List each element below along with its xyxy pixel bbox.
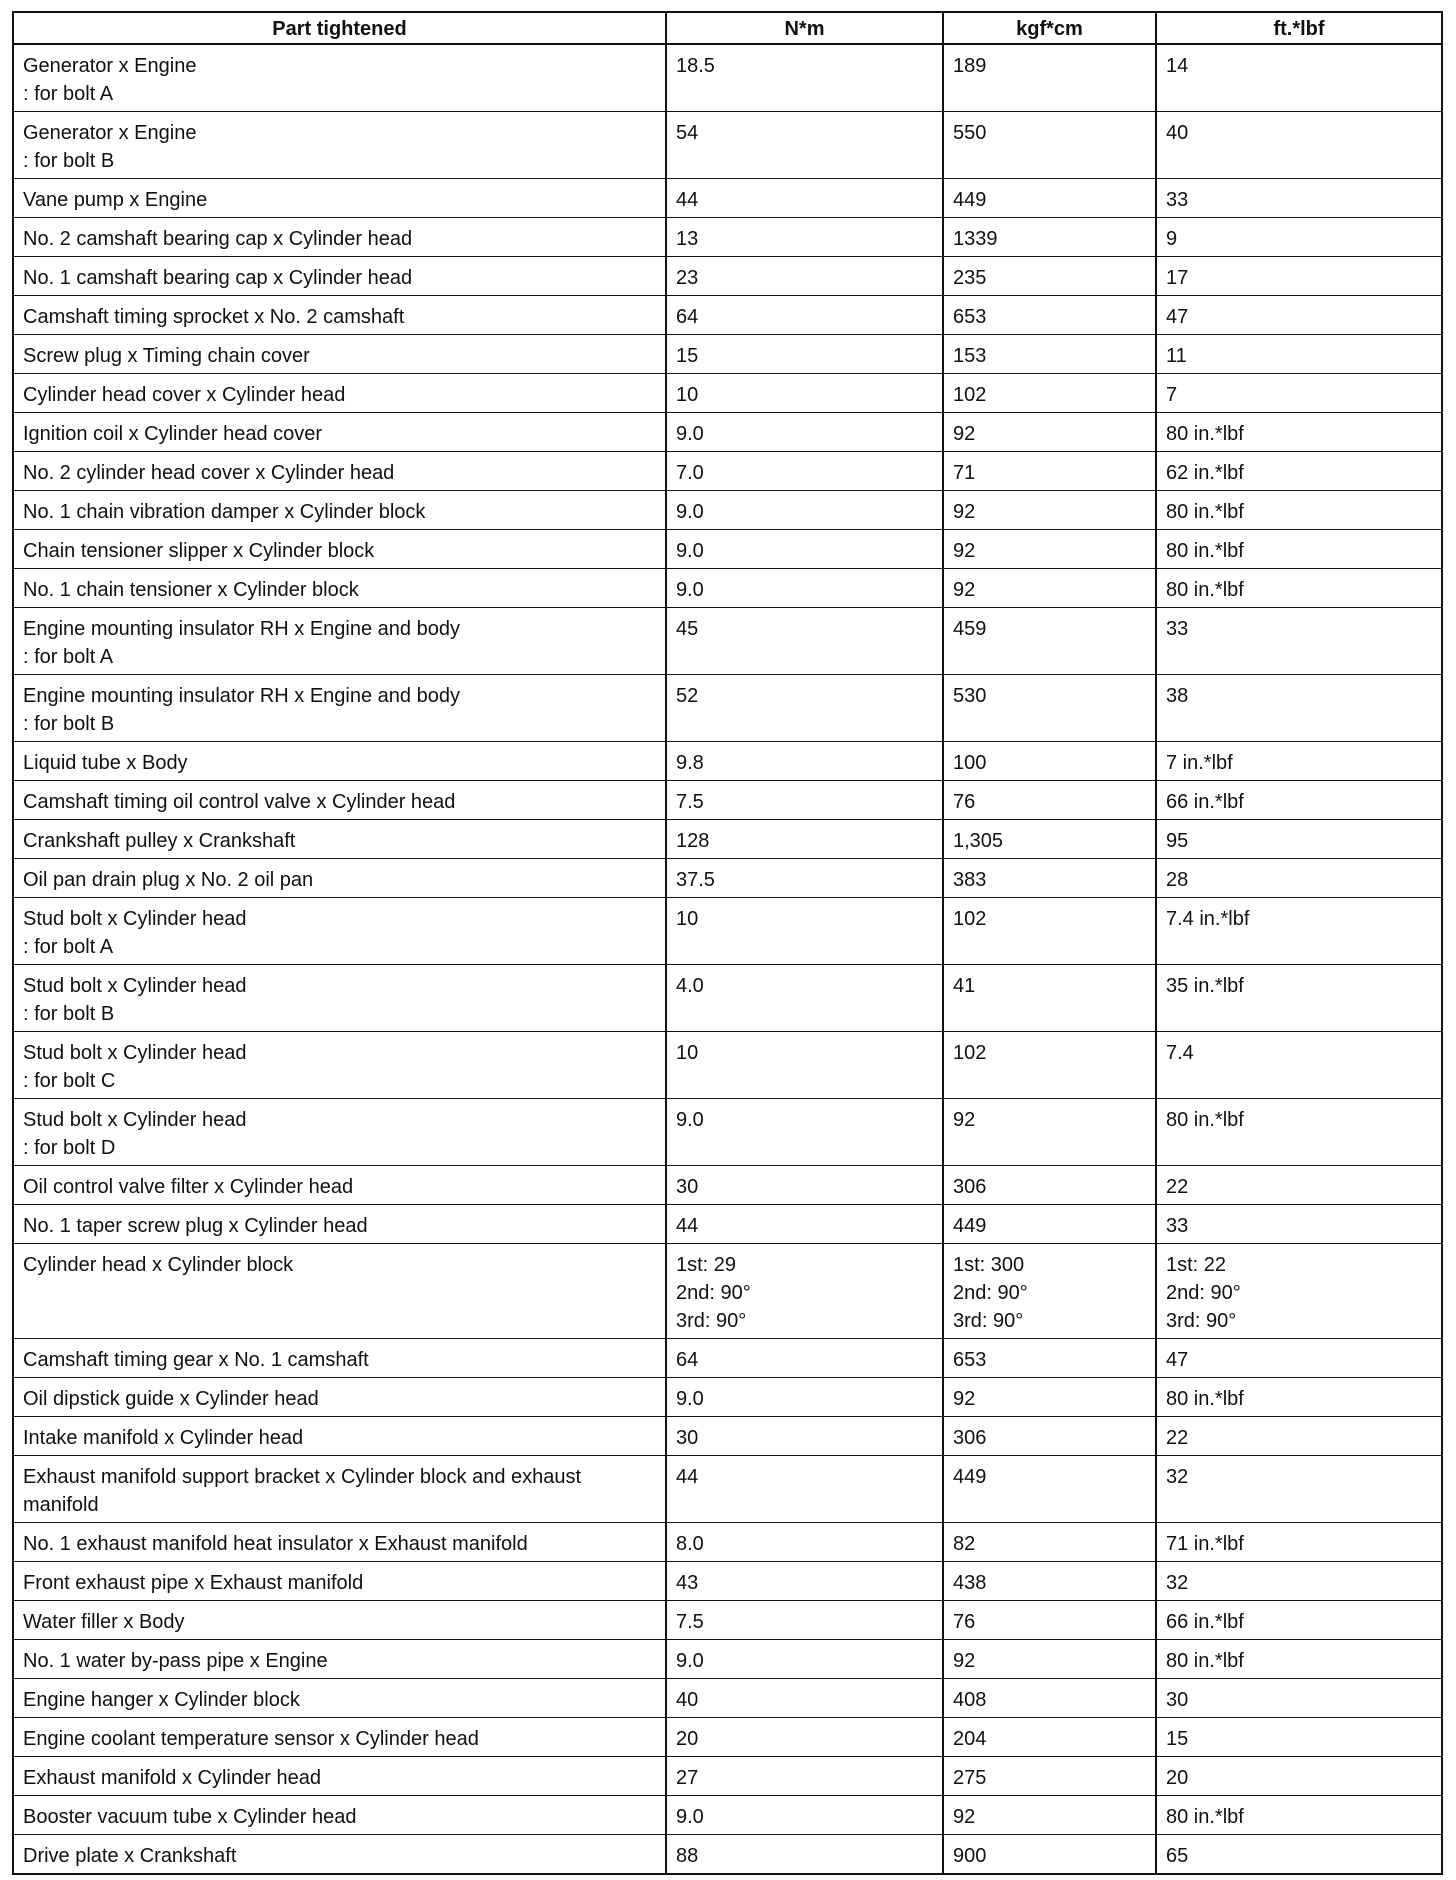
cell-part-tightened: Cylinder head cover x Cylinder head (13, 374, 666, 413)
cell-part-tightened: Screw plug x Timing chain cover (13, 335, 666, 374)
cell-part-tightened: Stud bolt x Cylinder head : for bolt C (13, 1032, 666, 1099)
cell-torque-kgfcm: 900 (943, 1835, 1156, 1875)
cell-torque-nm: 37.5 (666, 859, 943, 898)
cell-torque-nm: 9.0 (666, 569, 943, 608)
cell-part-tightened: No. 1 chain tensioner x Cylinder block (13, 569, 666, 608)
table-row (13, 413, 1442, 452)
cell-torque-ftlbf: 66 in.*lbf (1156, 1601, 1442, 1640)
cell-torque-nm: 9.8 (666, 742, 943, 781)
cell-torque-ftlbf: 38 (1156, 675, 1442, 742)
cell-torque-kgfcm: 153 (943, 335, 1156, 374)
cell-torque-kgfcm: 1,305 (943, 820, 1156, 859)
cell-part-tightened: Chain tensioner slipper x Cylinder block (13, 530, 666, 569)
cell-torque-nm: 30 (666, 1417, 943, 1456)
cell-part-tightened: Camshaft timing gear x No. 1 camshaft (13, 1339, 666, 1378)
cell-torque-ftlbf: 1st: 22 2nd: 90° 3rd: 90° (1156, 1244, 1442, 1339)
cell-torque-ftlbf: 7.4 in.*lbf (1156, 898, 1442, 965)
cell-part-tightened: Engine mounting insulator RH x Engine and body : for bolt B (13, 675, 666, 742)
cell-torque-kgfcm: 306 (943, 1166, 1156, 1205)
table-row (13, 1835, 1442, 1875)
column-header-ft: ft.*lbf (1156, 12, 1442, 44)
cell-torque-kgfcm: 653 (943, 296, 1156, 335)
cell-torque-nm: 7.5 (666, 1601, 943, 1640)
cell-torque-nm: 7.0 (666, 452, 943, 491)
cell-torque-ftlbf: 7 in.*lbf (1156, 742, 1442, 781)
cell-torque-kgfcm: 71 (943, 452, 1156, 491)
cell-torque-nm: 7.5 (666, 781, 943, 820)
table-header-row (13, 12, 1442, 44)
cell-torque-nm: 18.5 (666, 44, 943, 112)
cell-torque-nm: 9.0 (666, 491, 943, 530)
torque-specification-table (12, 11, 1443, 1875)
cell-torque-kgfcm: 204 (943, 1718, 1156, 1757)
cell-torque-kgfcm: 92 (943, 569, 1156, 608)
cell-torque-ftlbf: 80 in.*lbf (1156, 1378, 1442, 1417)
cell-part-tightened: No. 1 water by-pass pipe x Engine (13, 1640, 666, 1679)
cell-torque-nm: 40 (666, 1679, 943, 1718)
cell-torque-kgfcm: 653 (943, 1339, 1156, 1378)
cell-part-tightened: Camshaft timing sprocket x No. 2 camshaft (13, 296, 666, 335)
cell-torque-ftlbf: 22 (1156, 1417, 1442, 1456)
table-row (13, 1562, 1442, 1601)
table-row (13, 179, 1442, 218)
cell-torque-ftlbf: 80 in.*lbf (1156, 1099, 1442, 1166)
table-row (13, 675, 1442, 742)
cell-torque-nm: 44 (666, 1205, 943, 1244)
cell-torque-kgfcm: 82 (943, 1523, 1156, 1562)
cell-part-tightened: Booster vacuum tube x Cylinder head (13, 1796, 666, 1835)
table-row (13, 452, 1442, 491)
cell-torque-nm: 10 (666, 1032, 943, 1099)
cell-torque-ftlbf: 71 in.*lbf (1156, 1523, 1442, 1562)
table-row (13, 44, 1442, 112)
cell-torque-kgfcm: 76 (943, 781, 1156, 820)
cell-part-tightened: Ignition coil x Cylinder head cover (13, 413, 666, 452)
cell-torque-ftlbf: 80 in.*lbf (1156, 1796, 1442, 1835)
cell-torque-kgfcm: 102 (943, 374, 1156, 413)
cell-part-tightened: Cylinder head x Cylinder block (13, 1244, 666, 1339)
cell-torque-nm: 27 (666, 1757, 943, 1796)
column-header-part: Part tightened (13, 12, 666, 44)
cell-part-tightened: Engine hanger x Cylinder block (13, 1679, 666, 1718)
cell-torque-ftlbf: 11 (1156, 335, 1442, 374)
cell-torque-nm: 9.0 (666, 1796, 943, 1835)
column-header-nm: N*m (666, 12, 943, 44)
cell-torque-kgfcm: 438 (943, 1562, 1156, 1601)
table-row (13, 1718, 1442, 1757)
table-row (13, 1757, 1442, 1796)
cell-torque-nm: 43 (666, 1562, 943, 1601)
cell-torque-ftlbf: 80 in.*lbf (1156, 1640, 1442, 1679)
table-row (13, 608, 1442, 675)
torque-spec-sheet (12, 11, 1441, 1875)
table-row (13, 569, 1442, 608)
cell-torque-kgfcm: 1st: 300 2nd: 90° 3rd: 90° (943, 1244, 1156, 1339)
cell-part-tightened: Front exhaust pipe x Exhaust manifold (13, 1562, 666, 1601)
cell-torque-nm: 20 (666, 1718, 943, 1757)
cell-torque-nm: 1st: 29 2nd: 90° 3rd: 90° (666, 1244, 943, 1339)
cell-part-tightened: Drive plate x Crankshaft (13, 1835, 666, 1875)
cell-part-tightened: Oil control valve filter x Cylinder head (13, 1166, 666, 1205)
cell-torque-nm: 64 (666, 1339, 943, 1378)
cell-torque-ftlbf: 14 (1156, 44, 1442, 112)
table-row (13, 859, 1442, 898)
cell-torque-nm: 30 (666, 1166, 943, 1205)
cell-torque-kgfcm: 235 (943, 257, 1156, 296)
cell-torque-ftlbf: 33 (1156, 179, 1442, 218)
table-row (13, 218, 1442, 257)
cell-torque-kgfcm: 408 (943, 1679, 1156, 1718)
cell-part-tightened: Liquid tube x Body (13, 742, 666, 781)
cell-torque-nm: 9.0 (666, 1378, 943, 1417)
cell-part-tightened: No. 1 exhaust manifold heat insulator x Exhaust manifold (13, 1523, 666, 1562)
table-row (13, 1796, 1442, 1835)
table-row (13, 1417, 1442, 1456)
cell-torque-ftlbf: 80 in.*lbf (1156, 491, 1442, 530)
cell-torque-kgfcm: 459 (943, 608, 1156, 675)
cell-part-tightened: Crankshaft pulley x Crankshaft (13, 820, 666, 859)
table-row (13, 112, 1442, 179)
cell-torque-nm: 45 (666, 608, 943, 675)
cell-torque-ftlbf: 80 in.*lbf (1156, 413, 1442, 452)
cell-torque-nm: 9.0 (666, 1640, 943, 1679)
cell-torque-nm: 13 (666, 218, 943, 257)
cell-torque-ftlbf: 40 (1156, 112, 1442, 179)
table-row (13, 1679, 1442, 1718)
cell-torque-nm: 44 (666, 1456, 943, 1523)
table-row (13, 965, 1442, 1032)
cell-torque-kgfcm: 1339 (943, 218, 1156, 257)
cell-torque-ftlbf: 7 (1156, 374, 1442, 413)
cell-torque-ftlbf: 32 (1156, 1562, 1442, 1601)
cell-part-tightened: Stud bolt x Cylinder head : for bolt A (13, 898, 666, 965)
column-header-kgf: kgf*cm (943, 12, 1156, 44)
table-row (13, 1032, 1442, 1099)
cell-torque-kgfcm: 76 (943, 1601, 1156, 1640)
table-row (13, 1244, 1442, 1339)
table-row (13, 1099, 1442, 1166)
cell-torque-ftlbf: 28 (1156, 859, 1442, 898)
table-row (13, 1523, 1442, 1562)
cell-torque-nm: 23 (666, 257, 943, 296)
table-row (13, 742, 1442, 781)
cell-part-tightened: Stud bolt x Cylinder head : for bolt D (13, 1099, 666, 1166)
table-row (13, 898, 1442, 965)
cell-torque-kgfcm: 92 (943, 491, 1156, 530)
cell-torque-ftlbf: 80 in.*lbf (1156, 569, 1442, 608)
table-row (13, 1456, 1442, 1523)
cell-torque-ftlbf: 65 (1156, 1835, 1442, 1875)
cell-torque-kgfcm: 92 (943, 1099, 1156, 1166)
cell-torque-kgfcm: 92 (943, 1378, 1156, 1417)
cell-torque-nm: 4.0 (666, 965, 943, 1032)
cell-torque-ftlbf: 7.4 (1156, 1032, 1442, 1099)
cell-torque-ftlbf: 20 (1156, 1757, 1442, 1796)
table-row (13, 1378, 1442, 1417)
cell-part-tightened: No. 1 camshaft bearing cap x Cylinder head (13, 257, 666, 296)
cell-torque-nm: 88 (666, 1835, 943, 1875)
cell-part-tightened: No. 1 taper screw plug x Cylinder head (13, 1205, 666, 1244)
cell-torque-kgfcm: 550 (943, 112, 1156, 179)
table-row (13, 1640, 1442, 1679)
table-row (13, 530, 1442, 569)
cell-torque-nm: 15 (666, 335, 943, 374)
table-row (13, 1601, 1442, 1640)
cell-torque-kgfcm: 92 (943, 530, 1156, 569)
cell-part-tightened: No. 2 cylinder head cover x Cylinder head (13, 452, 666, 491)
cell-torque-kgfcm: 306 (943, 1417, 1156, 1456)
cell-torque-kgfcm: 449 (943, 1205, 1156, 1244)
cell-torque-kgfcm: 275 (943, 1757, 1156, 1796)
cell-torque-kgfcm: 92 (943, 1640, 1156, 1679)
table-row (13, 1339, 1442, 1378)
cell-torque-kgfcm: 530 (943, 675, 1156, 742)
cell-torque-nm: 8.0 (666, 1523, 943, 1562)
cell-torque-ftlbf: 17 (1156, 257, 1442, 296)
cell-torque-nm: 54 (666, 112, 943, 179)
cell-part-tightened: Stud bolt x Cylinder head : for bolt B (13, 965, 666, 1032)
table-row (13, 374, 1442, 413)
cell-torque-nm: 128 (666, 820, 943, 859)
table-row (13, 781, 1442, 820)
cell-torque-kgfcm: 41 (943, 965, 1156, 1032)
table-row (13, 491, 1442, 530)
cell-torque-ftlbf: 22 (1156, 1166, 1442, 1205)
cell-torque-kgfcm: 449 (943, 179, 1156, 218)
cell-torque-kgfcm: 383 (943, 859, 1156, 898)
cell-torque-ftlbf: 80 in.*lbf (1156, 530, 1442, 569)
table-row (13, 335, 1442, 374)
cell-torque-ftlbf: 30 (1156, 1679, 1442, 1718)
table-row (13, 1205, 1442, 1244)
cell-part-tightened: No. 1 chain vibration damper x Cylinder block (13, 491, 666, 530)
cell-torque-kgfcm: 92 (943, 1796, 1156, 1835)
cell-torque-ftlbf: 33 (1156, 1205, 1442, 1244)
cell-torque-kgfcm: 102 (943, 898, 1156, 965)
cell-part-tightened: Oil pan drain plug x No. 2 oil pan (13, 859, 666, 898)
cell-torque-kgfcm: 92 (943, 413, 1156, 452)
cell-torque-ftlbf: 9 (1156, 218, 1442, 257)
table-row (13, 820, 1442, 859)
cell-part-tightened: Camshaft timing oil control valve x Cylinder head (13, 781, 666, 820)
cell-torque-ftlbf: 15 (1156, 1718, 1442, 1757)
cell-part-tightened: Engine mounting insulator RH x Engine and body : for bolt A (13, 608, 666, 675)
table-row (13, 257, 1442, 296)
cell-torque-ftlbf: 95 (1156, 820, 1442, 859)
cell-part-tightened: No. 2 camshaft bearing cap x Cylinder head (13, 218, 666, 257)
cell-part-tightened: Generator x Engine : for bolt B (13, 112, 666, 179)
cell-torque-nm: 64 (666, 296, 943, 335)
cell-torque-nm: 10 (666, 898, 943, 965)
table-row (13, 296, 1442, 335)
cell-torque-nm: 44 (666, 179, 943, 218)
cell-torque-kgfcm: 449 (943, 1456, 1156, 1523)
cell-torque-kgfcm: 100 (943, 742, 1156, 781)
cell-part-tightened: Exhaust manifold x Cylinder head (13, 1757, 666, 1796)
cell-torque-nm: 9.0 (666, 1099, 943, 1166)
cell-torque-ftlbf: 32 (1156, 1456, 1442, 1523)
cell-torque-nm: 9.0 (666, 413, 943, 452)
table-body (13, 44, 1442, 1874)
cell-torque-ftlbf: 66 in.*lbf (1156, 781, 1442, 820)
cell-torque-kgfcm: 102 (943, 1032, 1156, 1099)
cell-torque-ftlbf: 33 (1156, 608, 1442, 675)
cell-torque-ftlbf: 47 (1156, 296, 1442, 335)
cell-torque-ftlbf: 62 in.*lbf (1156, 452, 1442, 491)
table-row (13, 1166, 1442, 1205)
cell-torque-nm: 52 (666, 675, 943, 742)
cell-part-tightened: Exhaust manifold support bracket x Cylinder block and exhaust manifold (13, 1456, 666, 1523)
cell-part-tightened: Vane pump x Engine (13, 179, 666, 218)
cell-torque-kgfcm: 189 (943, 44, 1156, 112)
cell-part-tightened: Generator x Engine : for bolt A (13, 44, 666, 112)
cell-part-tightened: Engine coolant temperature sensor x Cylinder head (13, 1718, 666, 1757)
cell-part-tightened: Intake manifold x Cylinder head (13, 1417, 666, 1456)
cell-part-tightened: Oil dipstick guide x Cylinder head (13, 1378, 666, 1417)
cell-part-tightened: Water filler x Body (13, 1601, 666, 1640)
cell-torque-nm: 10 (666, 374, 943, 413)
cell-torque-ftlbf: 35 in.*lbf (1156, 965, 1442, 1032)
cell-torque-nm: 9.0 (666, 530, 943, 569)
cell-torque-ftlbf: 47 (1156, 1339, 1442, 1378)
